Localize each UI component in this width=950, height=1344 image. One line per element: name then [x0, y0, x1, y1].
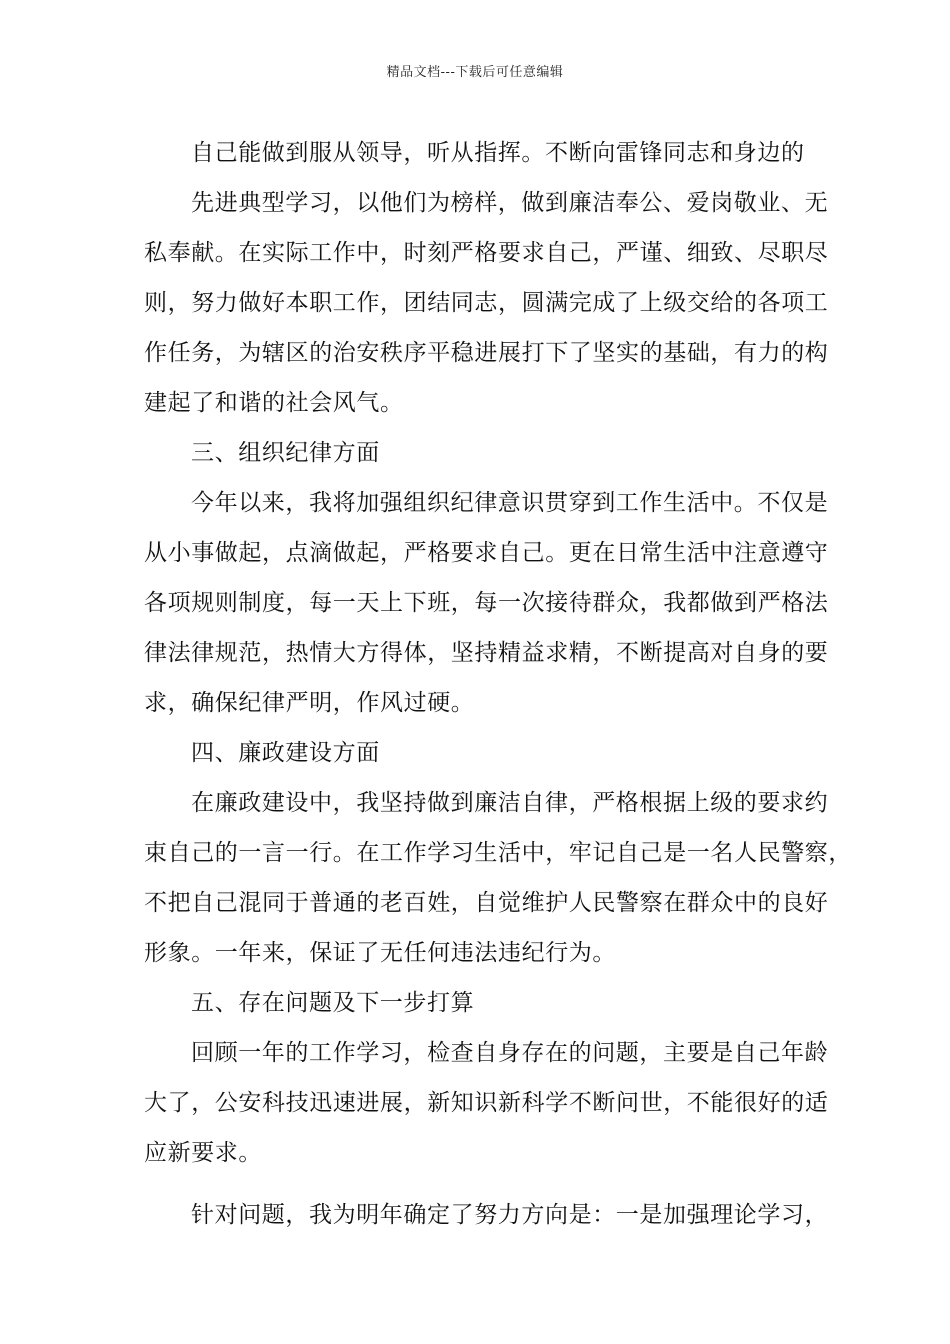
- paragraph-line: 建起了和谐的社会风气。: [144, 390, 404, 416]
- paragraph-line: 形象。一年来，保证了无任何违法违纪行为。: [144, 940, 616, 966]
- paragraph-line: 求，确保纪律严明，作风过硬。: [144, 690, 475, 716]
- page-header: 精品文档---下载后可任意编辑: [386, 65, 564, 80]
- section-heading: 四、廉政建设方面: [191, 740, 380, 766]
- paragraph-line: 回顾一年的工作学习，检查自身存在的问题，主要是自己年龄: [191, 1040, 829, 1066]
- paragraph-line: 自己能做到服从领导，听从指挥。不断向雷锋同志和身边的: [191, 140, 805, 166]
- document-body: [144, 130, 852, 1242]
- paragraph-line: 不把自己混同于普通的老百姓，自觉维护人民警察在群众中的良好: [144, 890, 829, 916]
- paragraph-line: 针对问题，我为明年确定了努力方向是：一是加强理论学习，: [191, 1202, 829, 1228]
- section-heading: 五、存在问题及下一步打算: [191, 990, 475, 1016]
- paragraph-line: 先进典型学习，以他们为榜样，做到廉洁奉公、爱岗敬业、无: [191, 190, 829, 216]
- paragraph-line: 各项规则制度，每一天上下班，每一次接待群众，我都做到严格法: [144, 590, 829, 616]
- paragraph-line: 今年以来，我将加强组织纪律意识贯穿到工作生活中。不仅是: [191, 490, 829, 516]
- paragraph-line: 在廉政建设中，我坚持做到廉洁自律，严格根据上级的要求约: [191, 790, 829, 816]
- paragraph-line: 作任务，为辖区的治安秩序平稳进展打下了坚实的基础，有力的构: [144, 340, 829, 366]
- paragraph-line: 私奉献。在实际工作中，时刻严格要求自己，严谨、细致、尽职尽: [144, 240, 829, 266]
- paragraph-line: 应新要求。: [144, 1140, 262, 1166]
- paragraph-line: 束自己的一言一行。在工作学习生活中，牢记自己是一名人民警察，: [144, 840, 852, 866]
- paragraph-line: 律法律规范，热情大方得体，坚持精益求精，不断提高对自身的要: [144, 640, 829, 666]
- section-heading: 三、组织纪律方面: [191, 440, 380, 466]
- paragraph-line: 则，努力做好本职工作，团结同志，圆满完成了上级交给的各项工: [144, 290, 829, 316]
- paragraph-line: 大了，公安科技迅速进展，新知识新科学不断问世，不能很好的适: [144, 1090, 829, 1116]
- paragraph-line: 从小事做起，点滴做起，严格要求自己。更在日常生活中注意遵守: [144, 540, 829, 566]
